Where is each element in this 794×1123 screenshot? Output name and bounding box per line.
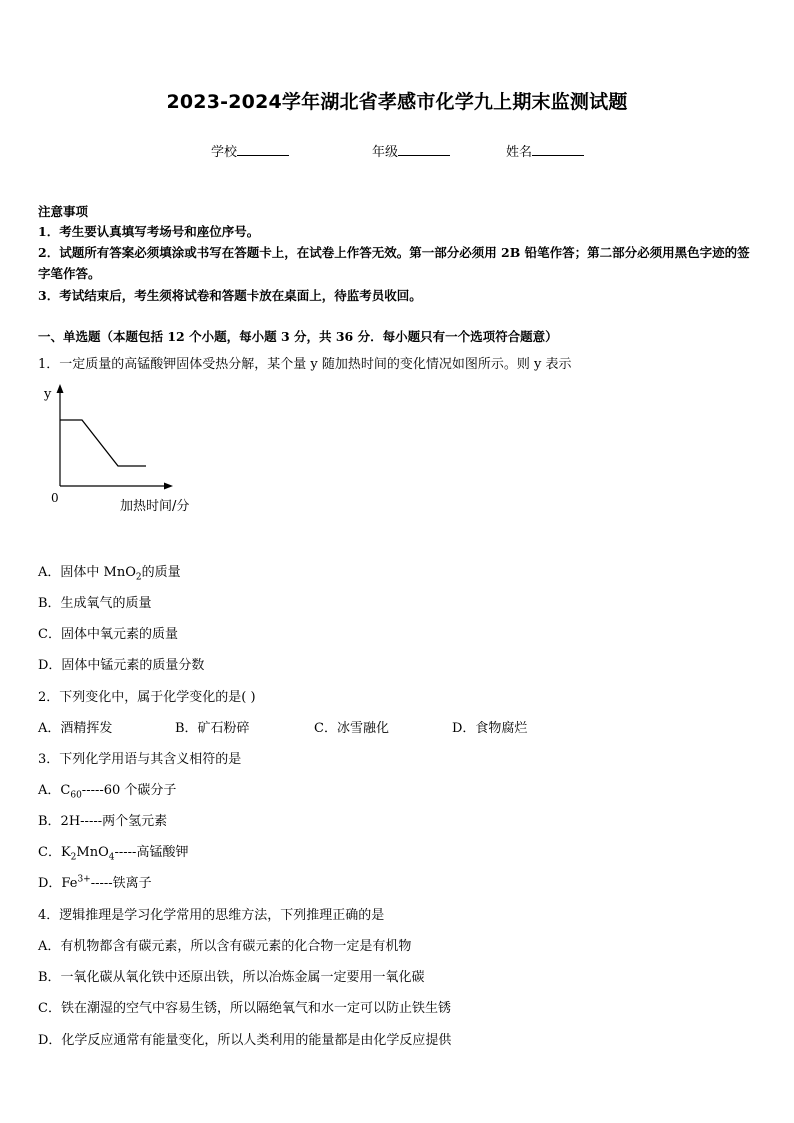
notice-item-2: 2．试题所有答案必须填涂或书写在答题卡上，在试卷上作答无效。第一部分必须用 2B 铅笔作答；第二部分必须用黑色字迹的签字笔作答。 <box>38 245 750 281</box>
school-blank <box>237 143 289 156</box>
question-3-option-b: B．2H-----两个氢元素 <box>38 814 168 829</box>
option-d-text: D．Fe <box>38 876 78 891</box>
option-a-suffix: -----60 个碳分子 <box>81 783 177 798</box>
option-c-middle: MnO <box>76 845 109 860</box>
x-axis-label: 加热时间/分 <box>120 499 190 514</box>
question-4-stem: 4．逻辑推理是学习化学常用的思维方法，下列推理正确的是 <box>38 908 385 923</box>
page-title: 2023-2024学年湖北省孝感市化学九上期末监测试题 <box>166 91 628 113</box>
question-3-stem: 3．下列化学用语与其含义相符的是 <box>38 752 242 767</box>
school-field <box>211 141 289 160</box>
option-a-text: A．固体中 MnO <box>38 565 136 580</box>
question-1-stem: 1．一定质量的高锰酸钾固体受热分解，某个量 y 随加热时间的变化情况如图所示。则 y 表示 <box>38 357 572 372</box>
grade-blank <box>398 143 450 156</box>
question-2-option-d: D．食物腐烂 <box>452 721 528 736</box>
option-c-subscript-2: 4 <box>108 852 115 863</box>
question-1-option-c: C．固体中氧元素的质量 <box>38 627 178 642</box>
question-1-graph <box>40 380 200 520</box>
school-label: 学校 <box>211 145 238 160</box>
option-a-subscript: 60 <box>70 790 82 801</box>
question-3-option-a <box>38 779 176 801</box>
option-c-suffix: -----高锰酸钾 <box>114 845 189 860</box>
grade-label: 年级 <box>372 145 399 160</box>
name-field <box>506 141 584 160</box>
grade-field <box>372 141 450 160</box>
question-4-option-b: B．一氧化碳从氧化铁中还原出铁，所以冶炼金属一定要用一氧化碳 <box>38 970 425 985</box>
y-axis-arrow-icon <box>57 384 64 393</box>
question-2-option-a: A．酒精挥发 <box>38 721 113 736</box>
question-3-option-c <box>38 841 188 863</box>
question-1-option-a <box>38 561 181 583</box>
notice-heading: 注意事项 <box>38 204 89 219</box>
notice-item-1: 1．考生要认真填写考场号和座位序号。 <box>38 224 260 239</box>
question-4-option-d: D．化学反应通常有能量变化，所以人类利用的能量都是由化学反应提供 <box>38 1033 452 1048</box>
notice-item-3: 3．考试结束后，考生须将试卷和答题卡放在桌面上，待监考员收回。 <box>38 288 422 303</box>
name-label: 姓名 <box>506 145 533 160</box>
question-2-option-c: C．冰雪融化 <box>314 721 389 736</box>
question-3-option-d <box>38 872 152 891</box>
option-c-subscript-1: 2 <box>70 852 77 863</box>
origin-label: 0 <box>51 491 59 505</box>
name-blank <box>532 143 584 156</box>
option-a-text: A．C <box>38 783 71 798</box>
option-a-subscript: 2 <box>135 572 142 583</box>
option-d-suffix: -----铁离子 <box>90 876 152 891</box>
question-4-option-c: C．铁在潮湿的空气中容易生锈，所以隔绝氧气和水一定可以防止铁生锈 <box>38 1001 451 1016</box>
question-4-option-a: A．有机物都含有碳元素，所以含有碳元素的化合物一定是有机物 <box>38 939 412 954</box>
option-d-superscript: 3+ <box>77 874 91 885</box>
section-heading: 一、单选题（本题包括 12 个小题，每小题 3 分，共 36 分．每小题只有一个选项符合题意） <box>38 329 558 344</box>
x-axis-arrow-icon <box>164 483 173 490</box>
question-1-option-b: B．生成氧气的质量 <box>38 596 152 611</box>
graph-curve <box>60 420 146 466</box>
option-a-suffix: 的质量 <box>141 565 181 580</box>
y-axis-label: y <box>44 387 52 402</box>
question-2-option-b: B．矿石粉碎 <box>175 721 250 736</box>
question-1-option-d: D．固体中锰元素的质量分数 <box>38 658 205 673</box>
option-c-text: C．K <box>38 845 71 860</box>
question-2-stem: 2．下列变化中，属于化学变化的是( ) <box>38 690 256 705</box>
